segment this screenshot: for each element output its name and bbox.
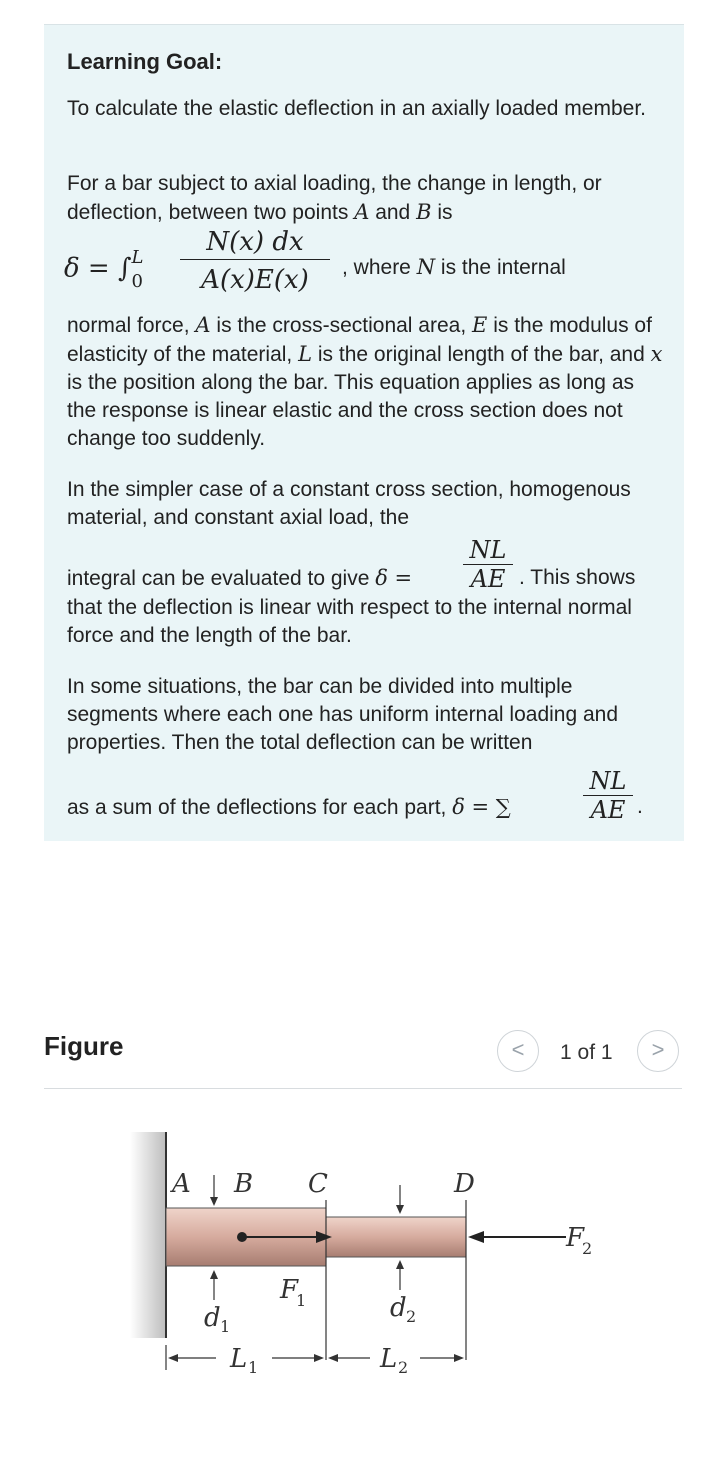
label-d2-sub: 2 — [406, 1307, 417, 1326]
marker-top-seg2-arrow — [396, 1205, 404, 1214]
text-line — [67, 564, 412, 593]
inline-formula-line — [67, 757, 667, 827]
figure-next-button[interactable] — [637, 1030, 679, 1072]
label-f2-sub: 2 — [582, 1239, 593, 1258]
text-span: , where — [342, 256, 417, 279]
text-span: normal force, — [67, 314, 196, 337]
math-B: B — [416, 200, 432, 224]
text-line — [67, 793, 511, 822]
label-l1-sub: 1 — [248, 1358, 259, 1377]
integral-lhs — [64, 247, 155, 292]
label-d1: d — [204, 1303, 221, 1333]
text-line: In some situations, the bar can be divided into multiple segments where each one has uniform internal loading and properties. Then the total deflection can be written — [67, 675, 619, 754]
figure-divider — [44, 1088, 682, 1089]
text-line: that the deflection is linear with respect to the internal normal force and the length of the bar. — [67, 596, 632, 647]
text-span: as a sum of the deflections for each part, — [67, 796, 453, 819]
deflection-integral-formula — [64, 223, 664, 313]
fraction-numerator: NL — [469, 536, 507, 564]
marker-d2-arrow — [396, 1260, 404, 1269]
learning-goal-panel — [44, 24, 684, 841]
text-span: . — [637, 795, 643, 818]
label-l2: L — [380, 1344, 398, 1374]
inline-formula-line — [67, 532, 667, 600]
text-span: For a bar subject to axial loading, the change in length, or deflection, between two points — [67, 172, 602, 224]
fraction-denominator: AE — [590, 796, 626, 824]
fraction-numerator: N(x) dx — [206, 227, 304, 257]
fixed-wall — [130, 1132, 166, 1338]
text-span: and — [369, 201, 417, 224]
math-x: x — [650, 342, 663, 366]
fraction-numerator: NL — [589, 767, 627, 795]
fraction-denominator: AE — [470, 565, 506, 593]
goal-paragraph-2 — [67, 170, 667, 227]
label-f2: F — [566, 1223, 585, 1253]
nl-over-ae-fraction — [583, 767, 633, 824]
marker-b-arrow — [210, 1197, 218, 1206]
nl-over-ae-fraction — [463, 536, 513, 593]
figure-page-count: 1 of 1 — [560, 1041, 613, 1064]
label-d1-sub: 1 — [220, 1317, 231, 1336]
formula-where-text — [342, 255, 566, 280]
label-l1: L — [230, 1344, 248, 1374]
goal-paragraph-3 — [67, 311, 667, 453]
fraction-denominator: A(x)E(x) — [201, 265, 309, 295]
chevron-left-icon: < — [511, 1037, 525, 1062]
figure-prev-button[interactable] — [497, 1030, 539, 1072]
l1-arrow-left — [168, 1354, 178, 1362]
label-c: C — [308, 1169, 328, 1199]
goal-paragraph-4 — [67, 476, 667, 650]
text-span: is the cross-sectional area, — [210, 314, 473, 337]
math-A: A — [354, 200, 370, 224]
l2-arrow-right — [454, 1354, 464, 1362]
text-line: In the simpler case of a constant cross section, homogenous material, and constant axial load, the — [67, 478, 631, 529]
integral-symbol: δ = ∫ — [64, 253, 132, 284]
integral-lower-limit: 0 — [131, 270, 143, 292]
bar-segment-2 — [326, 1217, 466, 1257]
label-l2-sub: 2 — [398, 1358, 409, 1377]
text-span: is — [431, 201, 453, 224]
label-b: B — [234, 1169, 254, 1199]
math-L: L — [298, 342, 313, 366]
math-delta-sum: δ = ∑ — [452, 795, 511, 819]
integral-fraction — [180, 225, 330, 298]
text-span: . This shows — [519, 566, 636, 589]
math-delta: δ = — [375, 566, 413, 590]
goal-paragraph-1: To calculate the elastic deflection in an axially loaded member. — [67, 97, 646, 120]
l2-arrow-left — [328, 1354, 338, 1362]
text-span: is the original length of the bar, and — [312, 343, 651, 366]
label-d: D — [454, 1169, 475, 1199]
marker-d1-arrow — [210, 1270, 218, 1279]
goal-paragraph-5 — [67, 673, 667, 827]
text-span: integral can be evaluated to give — [67, 567, 376, 590]
chevron-right-icon: > — [651, 1037, 665, 1062]
figure-title: Figure — [44, 1031, 124, 1061]
text-span: is the modulus of elasticity of the material, — [67, 314, 652, 366]
axial-bar-diagram — [120, 1120, 620, 1380]
l1-arrow-right — [314, 1354, 324, 1362]
label-d2: d — [390, 1293, 407, 1323]
text-span: is the position along the bar. This equation applies as long as the response is linear elastic and the cross section does not change too suddenly. — [67, 371, 634, 450]
learning-goal-title: Learning Goal: — [67, 49, 223, 74]
label-a: A — [172, 1169, 191, 1199]
text-span: is the internal — [435, 256, 566, 279]
math-N: N — [416, 255, 436, 279]
force-f2-arrowhead — [468, 1231, 484, 1243]
label-f1: F — [280, 1275, 299, 1305]
math-A: A — [195, 313, 211, 337]
integral-upper-limit: L — [131, 247, 144, 268]
label-f1-sub: 1 — [296, 1291, 307, 1310]
math-E: E — [472, 313, 488, 337]
